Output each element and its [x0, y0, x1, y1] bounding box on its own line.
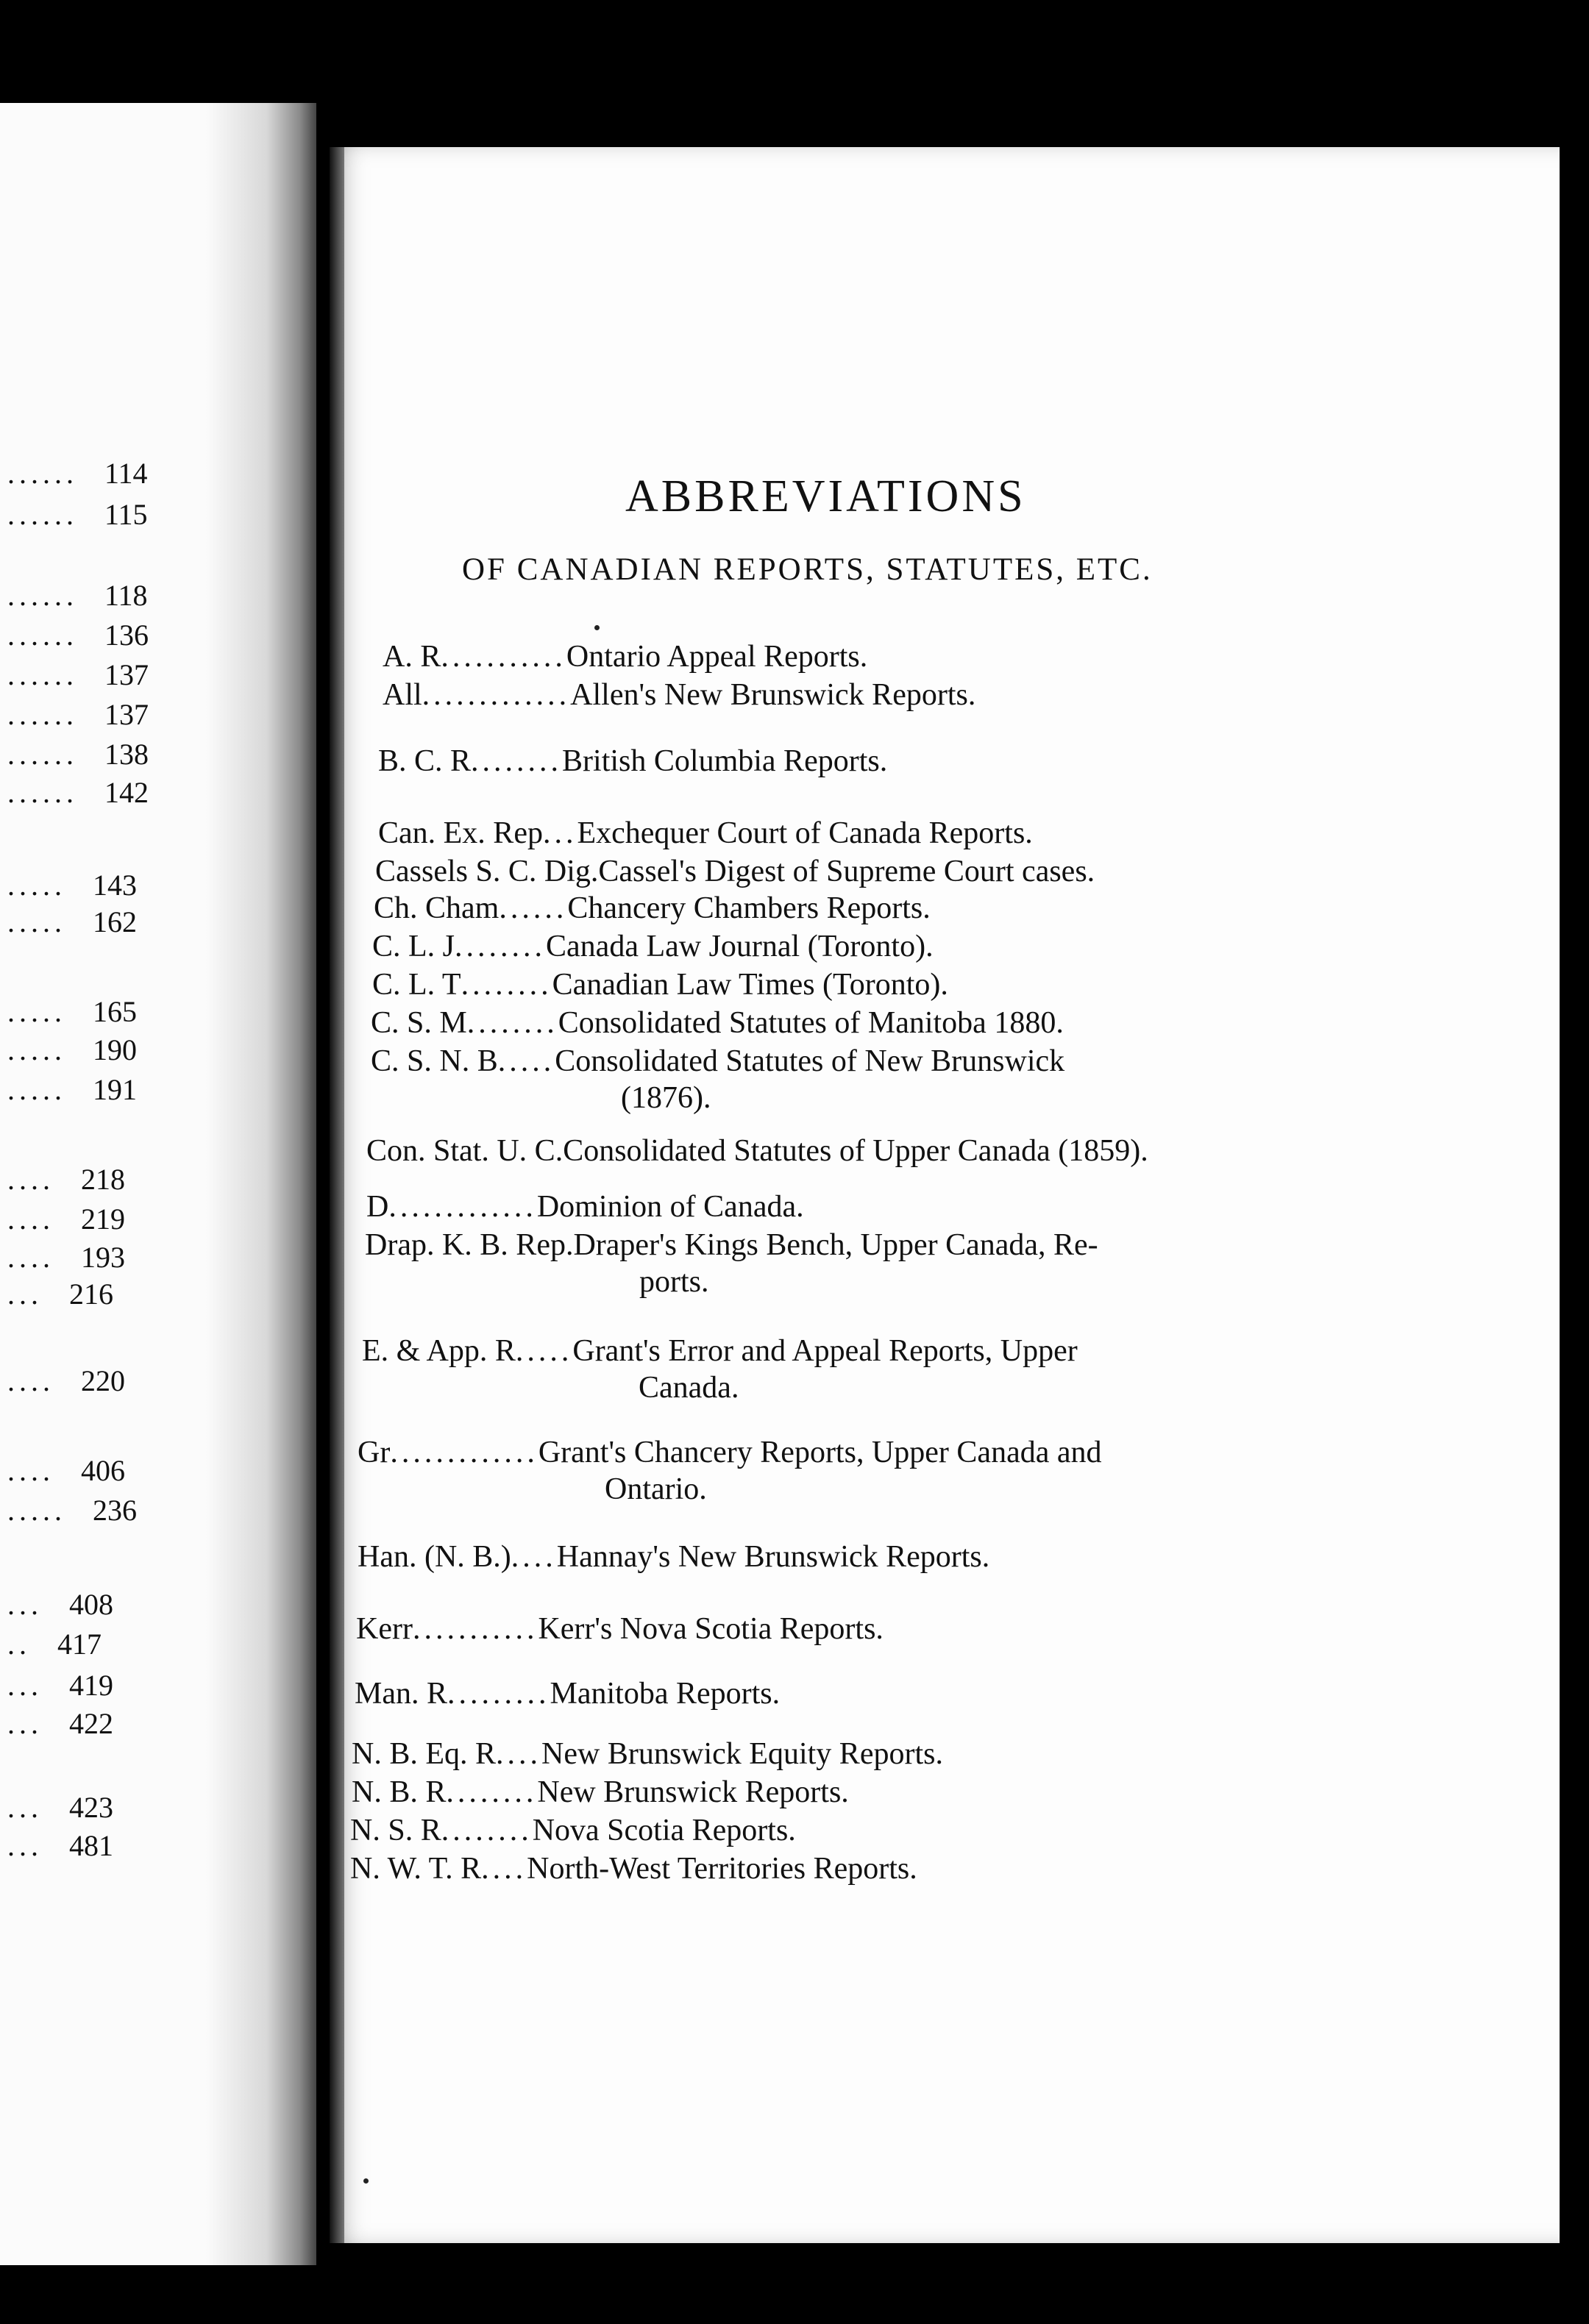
abbreviation-entry: [365, 1227, 1098, 1299]
abbreviation-entry: [366, 1133, 1148, 1169]
abbreviation-meaning: Nova Scotia Reports.: [532, 1814, 796, 1847]
abbreviation-entry: [362, 1333, 1078, 1405]
abbreviation-meaning-continuation: (1876).: [621, 1081, 711, 1115]
abbreviation-meaning: Allen's New Brunswick Reports.: [570, 678, 976, 712]
dot-leader: ........: [441, 1814, 533, 1847]
dot-leader: ........: [471, 744, 563, 778]
abbreviation-meaning: Kerr's Nova Scotia Reports.: [538, 1612, 884, 1646]
abbreviation-meaning: Canada Law Journal (Toronto).: [546, 930, 934, 963]
dot-leader: .............: [390, 1436, 538, 1469]
abbreviation-term: E. & App. R: [362, 1334, 516, 1368]
abbreviation-meaning: Consolidated Statutes of New Brunswick: [555, 1044, 1065, 1078]
abbreviation-meaning: Consolidated Statutes of Upper Canada (1859).: [563, 1134, 1148, 1168]
dot-leader: .............: [422, 678, 571, 712]
abbreviation-meaning: Canadian Law Times (Toronto).: [552, 968, 948, 1002]
dot-leader: ........: [466, 1006, 558, 1040]
abbreviation-entry: [383, 638, 867, 675]
abbreviation-meaning: New Brunswick Reports.: [537, 1775, 849, 1809]
dot-leader: ...: [542, 816, 577, 850]
abbreviation-entry: [383, 677, 975, 713]
abbreviation-meaning: Grant's Chancery Reports, Upper Canada and: [538, 1436, 1102, 1469]
toc-page-number: ... 408: [7, 1588, 113, 1621]
abbreviation-entry: [350, 1812, 796, 1849]
abbreviation-term: N. B. Eq. R: [352, 1737, 497, 1771]
abbreviation-term: Gr: [358, 1436, 391, 1469]
abbreviation-entry: [352, 1736, 943, 1772]
toc-page-number: .... 219: [7, 1202, 125, 1236]
dot-leader: .....: [515, 1334, 573, 1368]
book-spine-shadow: [206, 103, 316, 2265]
page-subtitle: OF CANADIAN REPORTS, STATUTES, ETC.: [462, 552, 1153, 587]
abbreviation-term: B. C. R: [378, 744, 472, 778]
abbreviation-entry: [358, 1434, 1102, 1506]
toc-page-number: .... 218: [7, 1163, 125, 1196]
abbreviation-meaning: Manitoba Reports.: [550, 1677, 781, 1711]
abbreviation-entry: [350, 1850, 917, 1887]
toc-page-number: ... 419: [7, 1669, 113, 1702]
abbreviation-term: Man. R: [355, 1677, 447, 1711]
abbreviation-entry: [358, 1539, 989, 1575]
abbreviation-term: Con. Stat. U. C.: [366, 1134, 564, 1168]
abbreviation-entry: [372, 966, 948, 1003]
dot-leader: ....: [481, 1852, 527, 1886]
abbreviation-entry: [355, 1675, 780, 1712]
toc-page-number: ... 216: [7, 1277, 113, 1311]
abbreviation-entry: [356, 1611, 884, 1647]
dot-leader: ........: [446, 1775, 538, 1809]
toc-page-number: ..... 143: [7, 869, 137, 902]
toc-page-number: ...... 137: [7, 658, 149, 691]
abbreviation-meaning-continuation: Canada.: [639, 1371, 739, 1405]
abbreviation-term: Cassels S. C. Dig.: [375, 855, 599, 888]
abbreviation-term: D: [366, 1190, 389, 1224]
abbreviation-entry: [372, 928, 934, 965]
abbreviation-meaning: Grant's Error and Appeal Reports, Upper: [572, 1334, 1078, 1368]
page-title: ABBREVIATIONS: [625, 471, 1026, 521]
abbreviation-entry: [375, 853, 1095, 890]
toc-page-number: ..... 236: [7, 1494, 137, 1527]
toc-page-number: .... 220: [7, 1364, 125, 1397]
stray-mark: [594, 625, 600, 630]
dot-leader: ...........: [412, 1612, 538, 1646]
abbreviation-meaning: Chancery Chambers Reports.: [567, 891, 931, 925]
abbreviation-term: C. L. J: [372, 930, 455, 963]
toc-page-number: ...... 138: [7, 738, 149, 771]
abbreviation-term: N. W. T. R: [350, 1852, 482, 1886]
dot-leader: .............: [388, 1190, 537, 1224]
abbreviation-entry: [366, 1188, 804, 1225]
abbreviation-meaning-continuation: Ontario.: [605, 1472, 707, 1506]
dot-leader: ........: [455, 930, 547, 963]
abbreviation-entry: [378, 743, 887, 780]
dot-leader: ....: [496, 1737, 542, 1771]
abbreviation-meaning: Hannay's New Brunswick Reports.: [556, 1540, 990, 1574]
toc-page-number: ..... 191: [7, 1073, 137, 1106]
abbreviation-entry: [378, 815, 1033, 852]
abbreviation-term: N. B. R: [352, 1775, 447, 1809]
abbreviation-term: All: [383, 678, 422, 712]
abbreviation-entry: [371, 1005, 1064, 1041]
abbreviation-term: N. S. R: [350, 1814, 441, 1847]
toc-page-number: ..... 165: [7, 995, 137, 1028]
toc-page-number: ...... 137: [7, 698, 149, 731]
page-edge-shadow: [330, 147, 344, 2243]
dot-leader: ....: [511, 1540, 557, 1574]
dot-leader: .....: [497, 1044, 555, 1078]
left-page: [0, 103, 316, 2265]
abbreviation-term: Ch. Cham: [374, 891, 500, 925]
toc-page-number: ...... 142: [7, 776, 149, 809]
toc-page-number: ..... 190: [7, 1033, 137, 1066]
abbreviation-meaning: Exchequer Court of Canada Reports.: [577, 816, 1033, 850]
abbreviation-meaning: Dominion of Canada.: [536, 1190, 804, 1224]
abbreviation-meaning: North-West Territories Reports.: [527, 1852, 917, 1886]
dot-leader: ........: [461, 968, 552, 1002]
abbreviation-meaning: British Columbia Reports.: [562, 744, 888, 778]
abbreviation-entry: [374, 890, 931, 927]
dot-leader: ......: [499, 891, 568, 925]
abbreviation-term: C. L. T: [372, 968, 461, 1002]
abbreviation-meaning: Cassel's Digest of Supreme Court cases.: [598, 855, 1095, 888]
toc-page-number: ..... 162: [7, 905, 137, 938]
abbreviation-meaning: Consolidated Statutes of Manitoba 1880.: [558, 1006, 1064, 1040]
abbreviation-meaning: Draper's Kings Bench, Upper Canada, Re-: [573, 1228, 1098, 1262]
abbreviation-entry: [371, 1043, 1065, 1115]
toc-page-number: ...... 114: [7, 457, 148, 490]
abbreviation-term: C. S. N. B: [371, 1044, 498, 1078]
toc-page-number: ...... 118: [7, 579, 148, 612]
abbreviation-term: Drap. K. B. Rep.: [365, 1228, 574, 1262]
abbreviation-meaning: Ontario Appeal Reports.: [566, 640, 868, 674]
toc-page-number: ...... 136: [7, 619, 149, 652]
abbreviation-meaning-continuation: ports.: [639, 1265, 709, 1299]
toc-page-number: ...... 115: [7, 498, 148, 531]
abbreviation-term: Kerr: [356, 1612, 413, 1646]
toc-page-number: .... 406: [7, 1454, 125, 1487]
abbreviation-term: C. S. M: [371, 1006, 467, 1040]
dot-leader: ...........: [441, 640, 566, 674]
abbreviation-meaning: New Brunswick Equity Reports.: [541, 1737, 943, 1771]
abbreviation-term: A. R: [383, 640, 441, 674]
toc-page-number: ... 423: [7, 1791, 113, 1824]
toc-page-number: .. 417: [7, 1628, 102, 1661]
dot-leader: .........: [447, 1677, 550, 1711]
abbreviation-term: Han. (N. B.): [358, 1540, 511, 1574]
stray-mark: [363, 2178, 369, 2184]
toc-page-number: ... 422: [7, 1707, 113, 1740]
abbreviation-term: Can. Ex. Rep: [378, 816, 543, 850]
toc-page-number: ... 481: [7, 1829, 113, 1862]
toc-page-number: .... 193: [7, 1241, 125, 1274]
abbreviation-entry: [352, 1774, 849, 1811]
